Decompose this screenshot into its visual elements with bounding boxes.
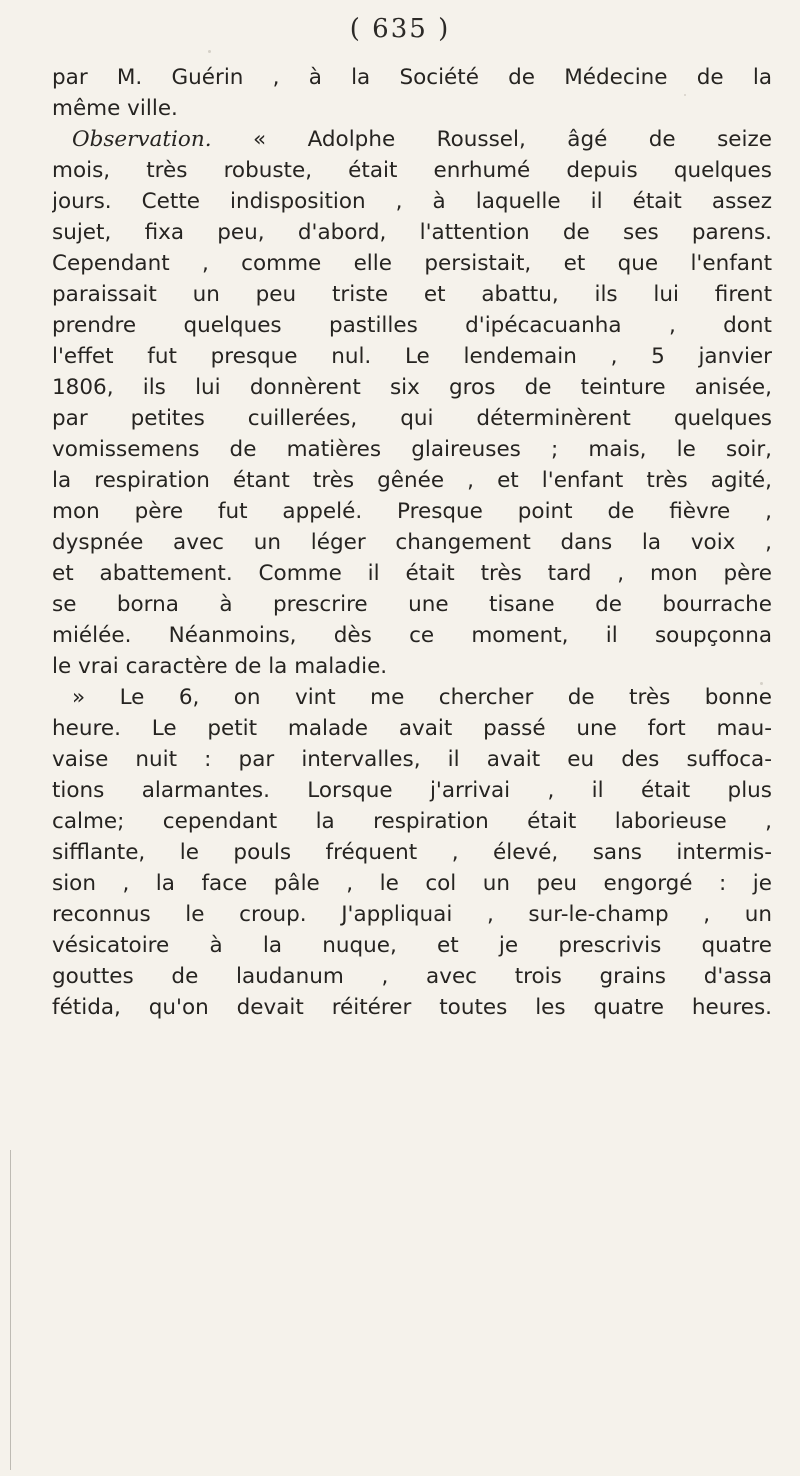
text-line: 1806, ils lui donnèrent six gros de teinture anisée,: [52, 375, 772, 400]
text-line: sujet, fixa peu, d'abord, l'attention de ses parens.: [52, 220, 772, 245]
text-line: mon père fut appelé. Presque point de fièvre ,: [52, 499, 772, 524]
paper-speck: [208, 50, 211, 53]
text-line: vaise nuit : par intervalles, il avait eu des suffoca-: [52, 747, 772, 772]
text-line: sion , la face pâle , le col un peu engorgé : je: [52, 871, 772, 896]
text-line: mois, très robuste, était enrhumé depuis quelques: [52, 158, 772, 183]
text-line: et abattement. Comme il était très tard , mon père: [52, 561, 772, 586]
text-line: même ville.: [52, 96, 178, 121]
text-line: la respiration étant très gênée , et l'enfant très agité,: [52, 468, 772, 493]
text-line: Cependant , comme elle persistait, et que l'enfant: [52, 251, 772, 276]
paper-speck: [684, 94, 686, 96]
text-line: calme; cependant la respiration était laborieuse ,: [52, 809, 772, 834]
text-line: jours. Cette indisposition , à laquelle il était assez: [52, 189, 772, 214]
text-line: se borna à prescrire une tisane de bourrache: [52, 592, 772, 617]
text-line: l'effet fut presque nul. Le lendemain , 5 janvier: [52, 344, 772, 369]
text-line: dyspnée avec un léger changement dans la voix ,: [52, 530, 772, 555]
text-line: vomissemens de matières glaireuses ; mais, le soir,: [52, 437, 772, 462]
text-line: miélée. Néanmoins, dès ce moment, il soupçonna: [52, 623, 772, 648]
text-line: fétida, qu'on devait réitérer toutes les quatre heures.: [52, 995, 772, 1020]
text-line: gouttes de laudanum , avec trois grains d'assa: [52, 964, 772, 989]
text-line: vésicatoire à la nuque, et je prescrivis quatre: [52, 933, 772, 958]
text-line: heure. Le petit malade avait passé une fort mau-: [52, 716, 772, 741]
text-line: prendre quelques pastilles d'ipécacuanha , dont: [52, 313, 772, 338]
text-line: reconnus le croup. J'appliquai , sur-le-champ , un: [52, 902, 772, 927]
text-line: paraissait un peu triste et abattu, ils lui firent: [52, 282, 772, 307]
body-text: [52, 62, 772, 1023]
page-number: ( 635 ): [349, 14, 451, 44]
text-line-observation: [52, 124, 772, 155]
text-line: » Le 6, on vint me chercher de très bonne: [72, 685, 772, 710]
text-line: le vrai caractère de la maladie.: [52, 654, 388, 679]
text-line: sifflante, le pouls fréquent , élevé, sans intermis-: [52, 840, 772, 865]
paper-speck: [760, 682, 763, 685]
observation-label: Observation.: [72, 127, 212, 152]
margin-stroke: [10, 1150, 11, 1470]
text-line: par M. Guérin , à la Société de Médecine de la: [52, 65, 772, 90]
text-line: par petites cuillerées, qui déterminèrent quelques: [52, 406, 772, 431]
text-line: tions alarmantes. Lorsque j'arrivai , il était plus: [52, 778, 772, 803]
text-line-segment: « Adolphe Roussel, âgé de seize: [252, 127, 772, 152]
